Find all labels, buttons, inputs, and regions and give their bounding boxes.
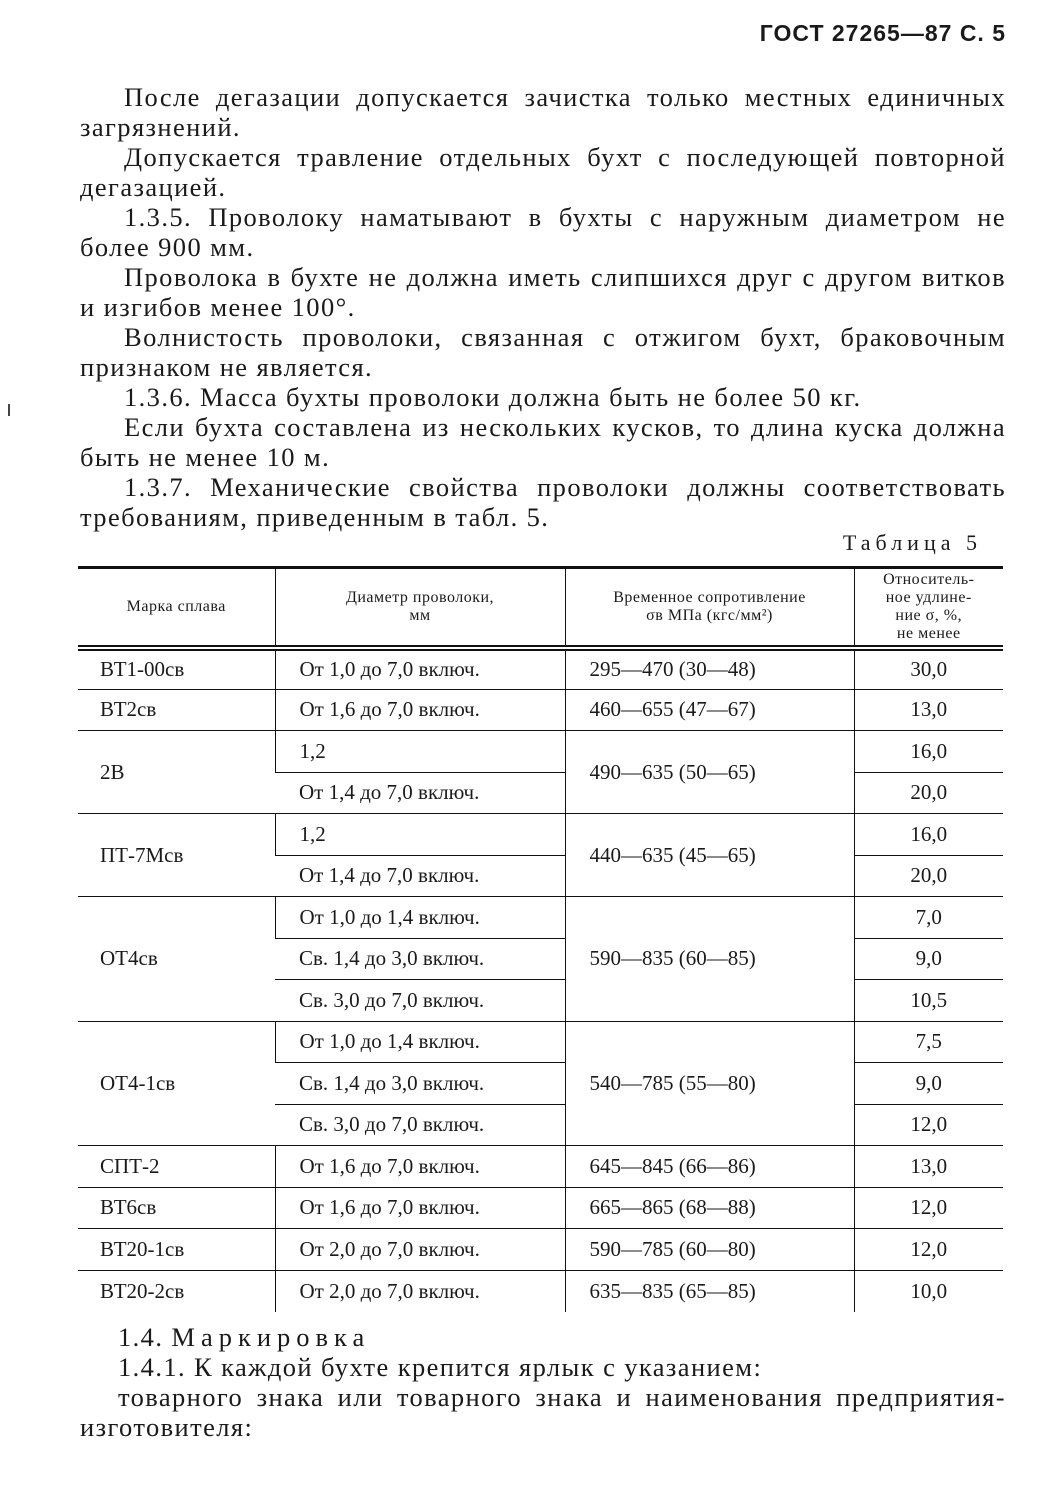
elongation-cell: 7,0 [854,897,1003,939]
grade-cell: ПТ-7Мсв [78,814,275,897]
elongation-cell: 9,0 [854,938,1003,980]
strength-cell: 295—470 (30—48) [565,648,854,690]
grade-cell: ВТ2св [78,689,275,731]
diameter-cell: От 2,0 до 7,0 включ. [275,1270,565,1312]
table-row [78,1146,1003,1188]
paragraph: Допускается травление отдельных бухт с последующей повторной дегазацией. [80,142,1006,202]
strength-cell: 590—785 (60—80) [565,1229,854,1271]
diameter-cell: От 1,6 до 7,0 включ. [275,1187,565,1229]
grade-cell: СПТ-2 [78,1146,275,1188]
paragraph: товарного знака или товарного знака и наименования предприятия-изготовителя: [80,1382,1006,1442]
paragraph: Волнистость проволоки, связанная с отжигом бухт, браковочным признаком не является. [80,322,1006,382]
diameter-cell: От 1,0 до 7,0 включ. [275,648,565,690]
elongation-cell: 30,0 [854,648,1003,690]
elongation-cell: 20,0 [854,772,1003,814]
header-elongation: Относитель- ное удлине- ние σ, %, не менее [854,568,1003,648]
table-row [78,814,1003,856]
elongation-cell: 16,0 [854,731,1003,773]
table-row [78,1187,1003,1229]
paragraph: 1.3.5. Проволоку наматывают в бухты с наружным диаметром не более 900 мм. [80,202,1006,262]
strength-cell: 590—835 (60—85) [565,897,854,1022]
elongation-cell: 12,0 [854,1104,1003,1146]
elongation-cell: 10,5 [854,980,1003,1022]
diameter-cell: От 1,0 до 1,4 включ. [275,897,565,939]
diameter-cell: Св. 1,4 до 3,0 включ. [275,938,565,980]
paragraph: После дегазации допускается зачистка только местных единичных загрязнений. [80,82,1006,142]
elongation-cell: 12,0 [854,1187,1003,1229]
table-row [78,1270,1003,1312]
diameter-cell: От 1,6 до 7,0 включ. [275,1146,565,1188]
elongation-cell: 10,0 [854,1270,1003,1312]
paragraph: 1.4.1. К каждой бухте крепится ярлык с указанием: [118,1352,763,1382]
paragraph: Если бухта составлена из нескольких кусков, то длина куска должна быть не менее 10 м. [80,412,1006,472]
diameter-cell: От 1,4 до 7,0 включ. [275,772,565,814]
section-heading [80,1322,1006,1352]
body-text [80,82,1006,532]
mechanical-properties-table [78,566,1003,1312]
elongation-cell: 9,0 [854,1063,1003,1105]
strength-cell: 440—635 (45—65) [565,814,854,897]
strength-cell: 460—655 (47—67) [565,689,854,731]
table-row [78,731,1003,773]
elongation-cell: 20,0 [854,855,1003,897]
diameter-cell: Св. 1,4 до 3,0 включ. [275,1063,565,1105]
grade-cell: ВТ20-1св [78,1229,275,1271]
diameter-cell: От 1,6 до 7,0 включ. [275,689,565,731]
header-diameter: Диаметр проволоки, мм [275,568,565,648]
section-number: 1.4. [118,1322,164,1352]
table-row [78,1021,1003,1063]
margin-mark [8,404,10,416]
strength-cell: 490—635 (50—65) [565,731,854,814]
section-title: Маркировка [171,1322,371,1352]
table-row [78,1229,1003,1271]
elongation-cell: 13,0 [854,1146,1003,1188]
diameter-cell: Св. 3,0 до 7,0 включ. [275,1104,565,1146]
diameter-cell: От 1,4 до 7,0 включ. [275,855,565,897]
paragraph: 1.3.7. Механические свойства проволоки должны соответствовать требованиям, приведенным в табл. 5. [80,472,1006,532]
grade-cell: ОТ4св [78,897,275,1022]
grade-cell: ВТ6св [78,1187,275,1229]
diameter-cell: 1,2 [275,814,565,856]
strength-cell: 540—785 (55—80) [565,1021,854,1146]
diameter-cell: 1,2 [275,731,565,773]
elongation-cell: 13,0 [854,689,1003,731]
page-header: ГОСТ 27265—87 С. 5 [759,20,1006,46]
marking-section [80,1322,1006,1442]
paragraph: Проволока в бухте не должна иметь слипшихся друг с другом витков и изгибов менее 100°. [80,262,1006,322]
grade-cell: ВТ1-00св [78,648,275,690]
header-strength: Временное сопротивление σв МПа (кгс/мм²) [565,568,854,648]
table-caption: Таблица 5 [842,530,982,555]
elongation-cell: 16,0 [854,814,1003,856]
table-row [78,897,1003,939]
grade-cell: ВТ20-2св [100,1278,185,1303]
elongation-cell: 12,0 [854,1229,1003,1271]
strength-cell: 635—835 (65—85) [565,1270,854,1312]
header-grade: Марка сплава [78,568,275,648]
table-row [78,689,1003,731]
diameter-cell: Св. 3,0 до 7,0 включ. [275,980,565,1022]
strength-cell: 665—865 (68—88) [565,1187,854,1229]
diameter-cell: От 2,0 до 7,0 включ. [275,1229,565,1271]
grade-cell: ОТ4-1св [78,1021,275,1146]
elongation-cell: 7,5 [854,1021,1003,1063]
paragraph: 1.3.6. Масса бухты проволоки должна быть не более 50 кг. [124,382,862,412]
strength-cell: 645—845 (66—86) [565,1146,854,1188]
diameter-cell: От 1,0 до 1,4 включ. [275,1021,565,1063]
grade-cell: 2В [78,731,275,814]
table-row [78,648,1003,690]
